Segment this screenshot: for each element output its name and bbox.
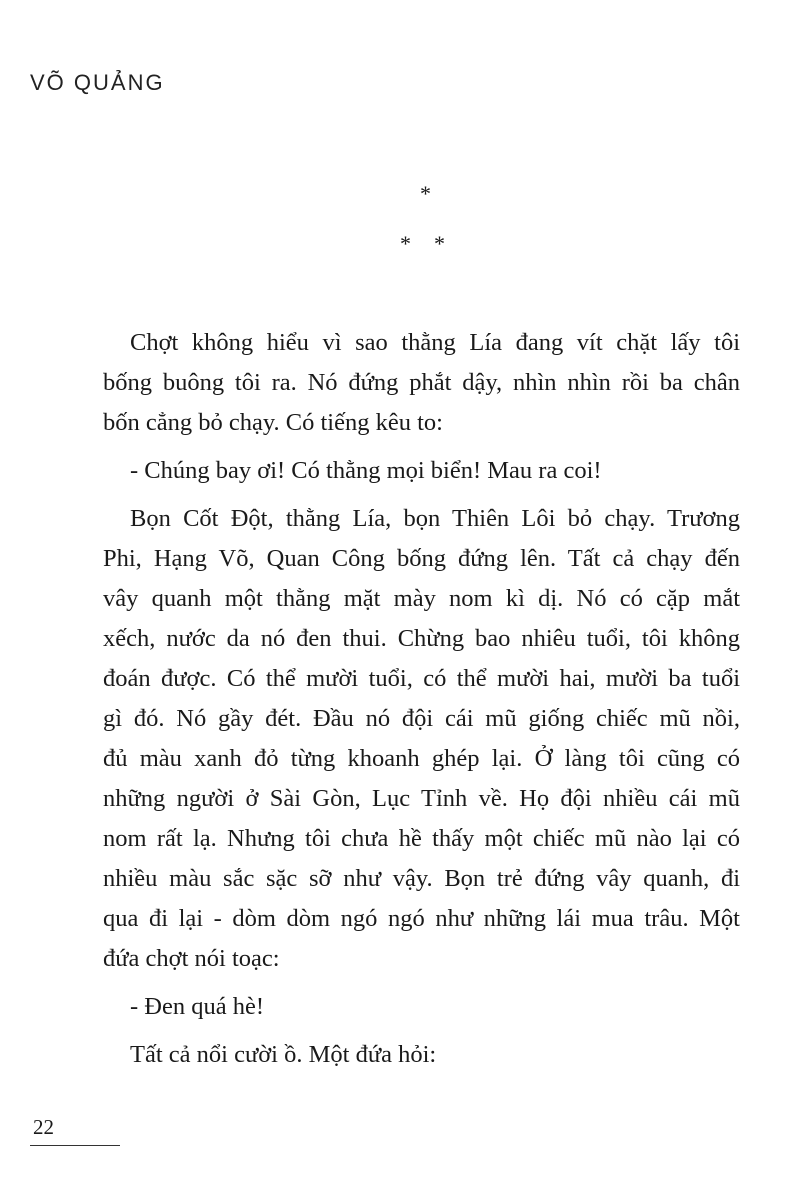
text-line: bốn cẳng bỏ chạy. Có tiếng kêu to:	[103, 409, 443, 436]
running-header-author: VÕ QUẢNG	[30, 70, 165, 95]
paragraph	[103, 323, 740, 443]
text-line: gì đó. Nó gầy đét. Đầu nó đội cái mũ giống chiếc mũ nồi,	[103, 705, 740, 732]
text-line: những người ở Sài Gòn, Lục Tỉnh về. Họ đội nhiều cái mũ	[103, 785, 740, 812]
text-line: vây quanh một thằng mặt mày nom kì dị. Nó có cặp mắt	[103, 585, 740, 612]
paragraph	[103, 499, 740, 979]
text-line: Chợt không hiểu vì sao thằng Lía đang vít chặt lấy tôi	[130, 329, 740, 356]
footer-rule	[30, 1145, 120, 1146]
text-line: Tất cả nổi cười ồ. Một đứa hỏi:	[130, 1041, 437, 1068]
text-line: - Đen quá hè!	[130, 993, 265, 1020]
page-number: 22	[33, 1115, 54, 1139]
text-line: qua đi lại - dòm dòm ngó ngó như những lái mua trâu. Một	[103, 905, 740, 932]
text-line: đứa chợt nói toạc:	[103, 945, 280, 972]
paragraph	[103, 1035, 740, 1075]
section-separator-star: *	[420, 181, 431, 206]
text-line: Bọn Cốt Đột, thằng Lía, bọn Thiên Lôi bỏ chạy. Trương	[130, 505, 740, 532]
section-separator-star: *	[400, 231, 411, 256]
paragraph	[103, 451, 740, 491]
text-line: đoán được. Có thể mười tuổi, có thể mười hai, mười ba tuổi	[103, 665, 740, 692]
body-text	[103, 323, 740, 1083]
text-line: đủ màu xanh đỏ từng khoanh ghép lại. Ở làng tôi cũng có	[103, 745, 740, 772]
text-line: - Chúng bay ơi! Có thằng mọi biển! Mau ra coi!	[130, 457, 602, 484]
text-line: nhiều màu sắc sặc sỡ như vậy. Bọn trẻ đứng vây quanh, đi	[103, 865, 740, 892]
text-line: nom rất lạ. Nhưng tôi chưa hề thấy một chiếc mũ nào lại có	[103, 825, 740, 852]
text-line: xếch, nước da nó đen thui. Chừng bao nhiêu tuổi, tôi không	[103, 625, 740, 652]
text-line: Phi, Hạng Võ, Quan Công bống đứng lên. Tất cả chạy đến	[103, 545, 740, 572]
section-separator-star: *	[434, 231, 445, 256]
text-line: bống buông tôi ra. Nó đứng phắt dậy, nhìn nhìn rồi ba chân	[103, 369, 740, 396]
paragraph	[103, 987, 740, 1027]
